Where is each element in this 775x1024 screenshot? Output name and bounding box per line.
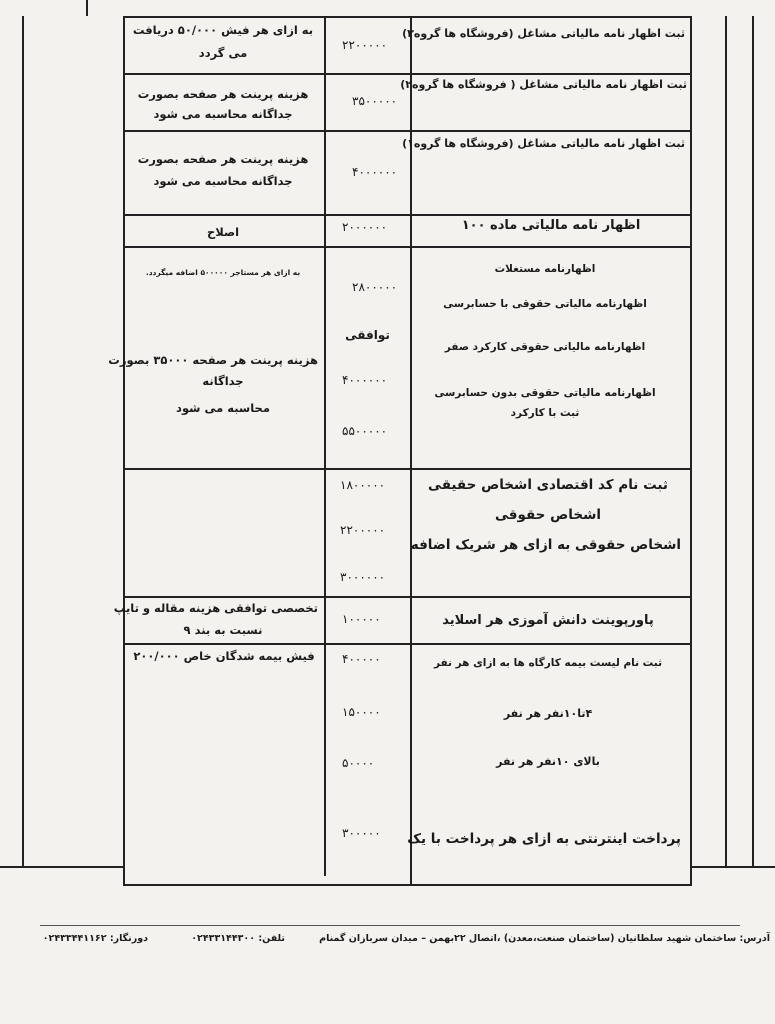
note-line: جداگانه محاسبه می شود xyxy=(153,174,293,188)
row-divider xyxy=(123,214,691,216)
price-value: ۱۸۰۰۰۰۰ xyxy=(340,478,386,492)
note-line: هزینه پرینت هر صفحه بصورت xyxy=(137,152,309,166)
service-line: ثبت با کارکرد xyxy=(510,407,580,419)
price-value: ۴۰۰۰۰۰۰ xyxy=(352,165,398,179)
service-line: بالای ۱۰نفر هر نفر xyxy=(496,755,600,768)
row-divider xyxy=(123,130,691,132)
page-bottom-line xyxy=(0,866,123,868)
table-top-border xyxy=(123,16,691,18)
note-line: می گردد xyxy=(198,46,248,60)
price-value: ۲۲۰۰۰۰۰ xyxy=(340,523,386,537)
table-bottom-border xyxy=(123,884,691,886)
service-line: اظهارنامه مالیاتی حقوقی کارکرد صفر xyxy=(444,341,646,353)
note-line: جداگانه xyxy=(202,374,244,388)
note-line: جداگانه محاسبه می شود xyxy=(153,107,293,121)
table-left-border xyxy=(123,16,125,886)
small-note: به ازای هر مستاجر ۵۰۰۰۰۰ اضافه میگردد. xyxy=(145,268,301,277)
price-value: ۵۰۰۰۰ xyxy=(342,756,375,770)
price-value: ۱۵۰۰۰۰ xyxy=(342,705,381,719)
note-line: محاسبه می شود xyxy=(176,401,270,415)
price-value: ۳۰۰۰۰۰۰ xyxy=(340,570,386,584)
left-margin-line xyxy=(22,16,24,866)
service-line: ۴تا۱۰نفر هر نفر xyxy=(503,707,593,720)
note-line: هزینه پرینت هر صفحه ۳۵۰۰۰ بصورت xyxy=(108,353,318,367)
price-value: ۳۵۰۰۰۰۰ xyxy=(352,94,398,108)
note-line: نسبت به بند ۹ xyxy=(183,623,263,637)
service-line: اشخاص حقوقی به ازای هر شریک اضافه xyxy=(410,537,681,553)
service-text: ثبت اظهار نامه مالیاتی مشاغل (فروشگاه ها گروه۳) xyxy=(402,27,685,40)
footer-address: آدرس: ساختمان شهید سلطانیان (ساختمان صنعت،معدن) ،اتصال ۲۲بهمن – میدان سربازان گمنام xyxy=(319,933,770,944)
service-line: اظهارنامه مالیاتی حقوقی با حسابرسی xyxy=(443,298,647,310)
service-text: پاورپوینت دانش آموزی هر اسلاید xyxy=(442,613,654,628)
top-margin-mark xyxy=(86,0,88,16)
price-value: ۴۰۰۰۰۰۰ xyxy=(342,373,388,387)
price-value: ۵۵۰۰۰۰۰ xyxy=(342,424,388,438)
service-text: ثبت اظهار نامه مالیاتی مشاغل ( فروشگاه ها گروه۲) xyxy=(400,78,687,91)
price-value: ۲۲۰۰۰۰۰ xyxy=(342,38,388,52)
row-divider xyxy=(123,468,691,470)
right-margin-line xyxy=(725,16,727,866)
service-line: پرداخت اینترنتی به ازای هر پرداخت با یک xyxy=(407,831,681,847)
price-value: ۱۰۰۰۰۰ xyxy=(342,612,381,626)
note-line: به ازای هر فیش ۵۰/۰۰۰ دریافت xyxy=(132,23,314,37)
column-divider-price xyxy=(324,16,326,876)
footer-phone: تلفن: ۰۲۴۳۳۱۴۴۳۰۰ xyxy=(191,933,285,944)
service-line: ثبت نام لیست بیمه کارگاه ها به ازای هر نفر xyxy=(433,657,663,669)
service-text: اظهار نامه مالیاتی ماده ۱۰۰ xyxy=(461,218,641,233)
table-right-border xyxy=(690,16,692,886)
price-value: ۲۸۰۰۰۰۰ xyxy=(352,280,398,294)
service-line: ثبت نام کد اقتصادی اشخاص حقیقی xyxy=(428,477,668,493)
footer-fax: دورنگار: ۰۲۴۳۳۴۴۱۱۶۲ xyxy=(42,933,148,944)
footer-rule xyxy=(40,925,740,926)
row-divider xyxy=(123,596,691,598)
price-value: ۲۰۰۰۰۰۰ xyxy=(342,220,388,234)
price-value: ۳۰۰۰۰۰ xyxy=(342,826,381,840)
note-line: فیش بیمه شدگان خاص ۲۰۰/۰۰۰ xyxy=(133,649,315,663)
price-value: ۴۰۰۰۰۰ xyxy=(342,652,381,666)
note-line: تخصصی توافقی هزینه مقاله و تایپ xyxy=(113,601,318,615)
row-divider xyxy=(123,643,691,645)
service-line: اظهارنامه مالیاتی حقوقی بدون حسابرسی xyxy=(434,387,656,399)
row-divider xyxy=(123,73,691,75)
outer-right-line xyxy=(752,16,754,866)
service-text: ثبت اظهار نامه مالیاتی مشاغل (فروشگاه ها گروه۱) xyxy=(402,137,685,150)
note-line: اصلاح xyxy=(206,225,240,239)
page-bottom-line xyxy=(690,866,775,868)
note-line: هزینه پرینت هر صفحه بصورت xyxy=(137,87,309,101)
service-line: اشخاص حقوقی xyxy=(495,507,601,523)
service-line: اظهارنامه مستغلات xyxy=(494,263,596,275)
price-value-negotiable: توافقی xyxy=(345,328,390,342)
row-divider xyxy=(123,246,691,248)
